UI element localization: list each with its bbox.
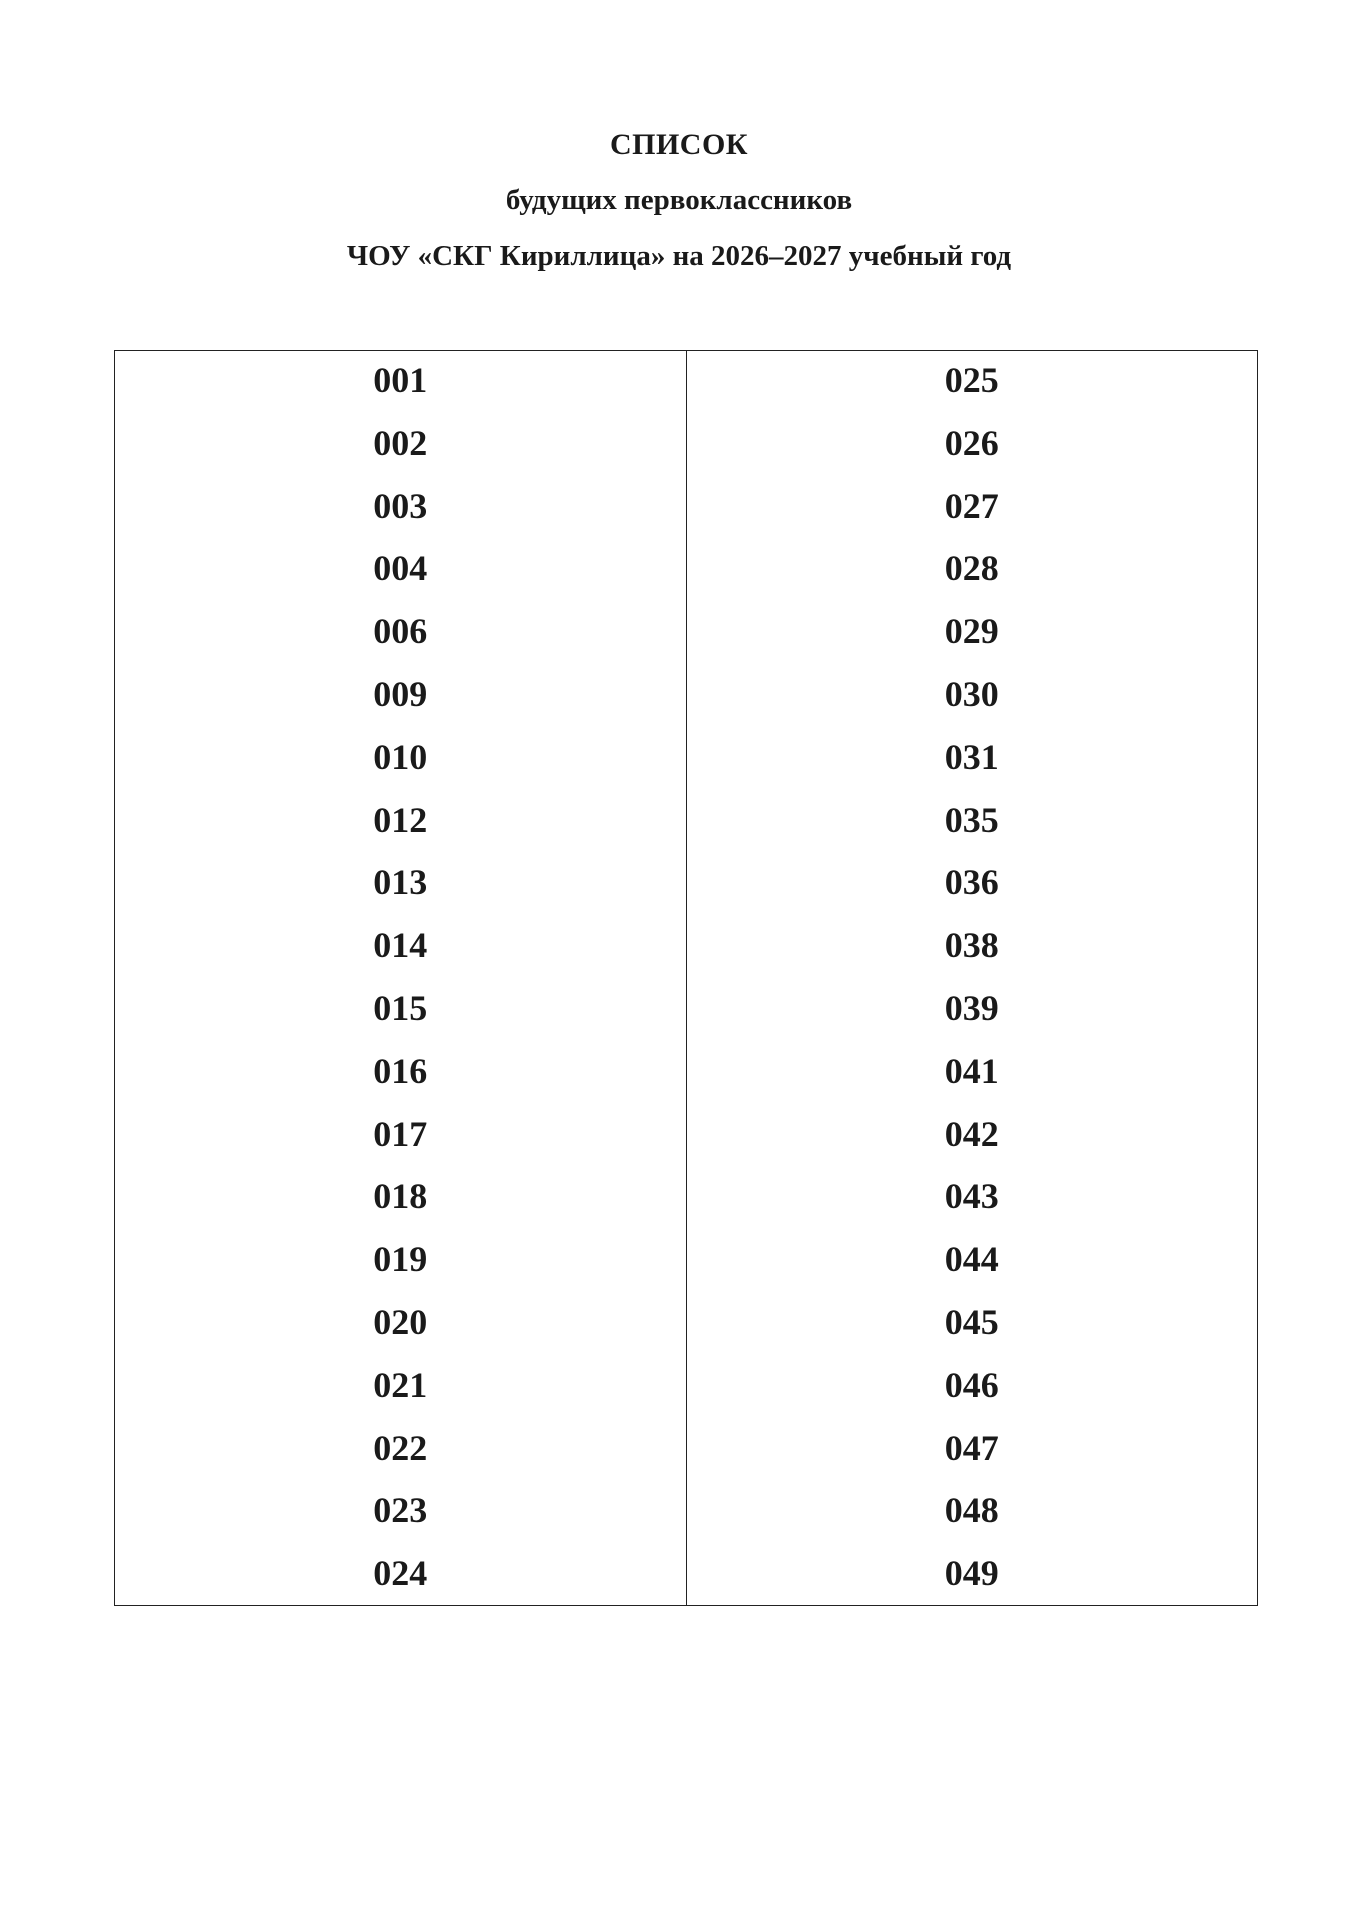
applicant-number-cell: 018	[373, 1176, 428, 1217]
applicant-number-cell: 038	[944, 925, 999, 966]
applicant-number-cell: 021	[373, 1364, 428, 1405]
applicant-number-cell: 013	[373, 862, 428, 903]
applicant-number-cell: 016	[373, 1050, 428, 1091]
applicant-number-cell: 006	[373, 611, 428, 652]
applicant-number-cell: 017	[373, 1113, 428, 1154]
applicant-number-cell: 012	[373, 799, 428, 840]
applicant-number-cell: 015	[373, 987, 428, 1028]
applicant-number-table	[114, 350, 1258, 1606]
left-column	[115, 351, 686, 1605]
applicant-number-cell: 026	[944, 422, 999, 463]
applicant-number-cell: 020	[373, 1301, 428, 1342]
applicant-number-cell: 027	[944, 485, 999, 526]
applicant-number-cell: 004	[373, 548, 428, 589]
applicant-number-cell: 031	[944, 736, 999, 777]
applicant-number-cell: 035	[944, 799, 999, 840]
applicant-number-cell: 001	[373, 360, 428, 400]
applicant-number-cell: 049	[944, 1553, 999, 1594]
applicant-number-cell: 022	[373, 1427, 428, 1468]
right-column	[686, 351, 1258, 1605]
applicant-number-cell: 045	[944, 1301, 999, 1342]
applicant-number-cell: 002	[373, 422, 428, 463]
applicant-number-cell: 014	[373, 925, 428, 966]
applicant-number-cell: 046	[944, 1364, 999, 1405]
document-subtitle: будущих первоклассников	[505, 184, 853, 216]
applicant-number-cell: 019	[373, 1239, 428, 1280]
applicant-number-cell: 036	[944, 862, 999, 903]
applicant-number-cell: 042	[944, 1113, 999, 1154]
applicant-number-cell: 043	[944, 1176, 999, 1217]
applicant-number-cell: 024	[373, 1553, 428, 1594]
applicant-number-cell: 047	[944, 1427, 999, 1468]
school-year-line: ЧОУ «СКГ Кириллица» на 2026–2027 учебный год	[346, 240, 1012, 272]
document-title: СПИСОК	[609, 128, 749, 161]
applicant-number-cell: 010	[373, 736, 428, 777]
applicant-number-cell: 009	[373, 673, 428, 714]
applicant-number-cell: 048	[944, 1490, 999, 1531]
applicant-number-cell: 003	[373, 485, 428, 526]
applicant-number-cell: 044	[944, 1239, 999, 1280]
applicant-number-cell: 030	[944, 673, 999, 714]
applicant-number-cell: 041	[944, 1050, 999, 1091]
applicant-number-cell: 039	[944, 987, 999, 1028]
applicant-number-cell: 029	[944, 611, 999, 652]
applicant-number-cell: 025	[944, 360, 999, 400]
applicant-number-cell: 023	[373, 1490, 428, 1531]
applicant-number-cell: 028	[944, 548, 999, 589]
